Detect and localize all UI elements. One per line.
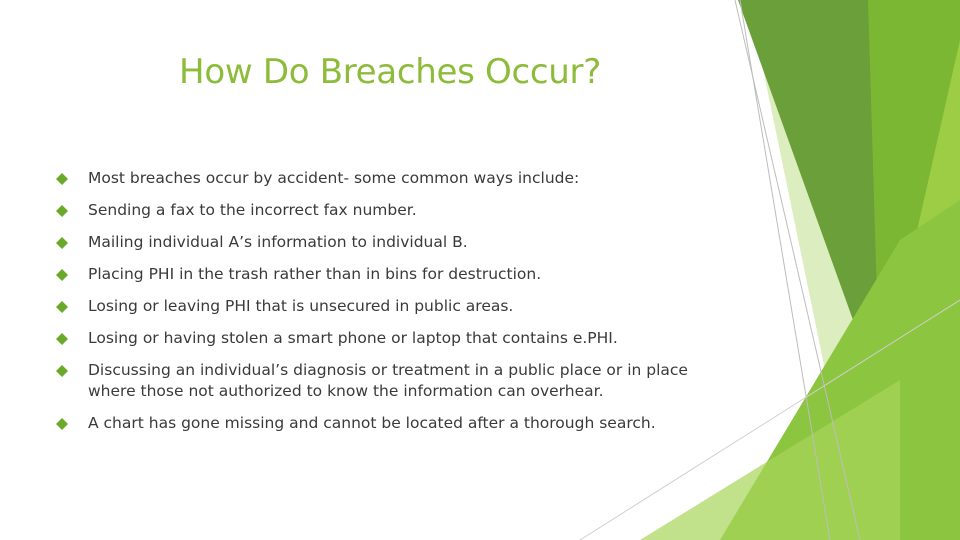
bullet-text: Losing or leaving PHI that is unsecured in public areas. [88,297,514,315]
diamond-bullet-icon [56,205,68,217]
bullet-text: Most breaches occur by accident- some common ways include: [88,169,580,187]
diamond-bullet-icon [56,333,68,345]
bullet-item [56,296,736,317]
bullet-item [56,264,736,285]
diamond-bullet-icon [56,269,68,281]
bullet-text: Discussing an individual’s diagnosis or treatment in a public place or in place where those not authorized to know the information can overhear. [88,361,688,400]
bullet-item [56,413,736,434]
bullet-text: Placing PHI in the trash rather than in bins for destruction. [88,265,542,283]
bullet-text: A chart has gone missing and cannot be located after a thorough search. [88,414,656,432]
bullet-list [56,168,736,434]
bullet-item [56,232,736,253]
bullet-item [56,200,736,221]
bullet-text: Losing or having stolen a smart phone or laptop that contains e.PHI. [88,329,618,347]
slide-title: How Do Breaches Occur? [179,52,601,92]
bullet-item [56,360,736,402]
diamond-bullet-icon [56,301,68,313]
diamond-bullet-icon [56,365,68,377]
diamond-bullet-icon [56,237,68,249]
diamond-bullet-icon [56,418,68,430]
bullet-text: Sending a fax to the incorrect fax number. [88,201,417,219]
bullet-text: Mailing individual A’s information to individual B. [88,233,468,251]
bullet-item [56,168,736,189]
diamond-bullet-icon [56,173,68,185]
bullet-item [56,328,736,349]
